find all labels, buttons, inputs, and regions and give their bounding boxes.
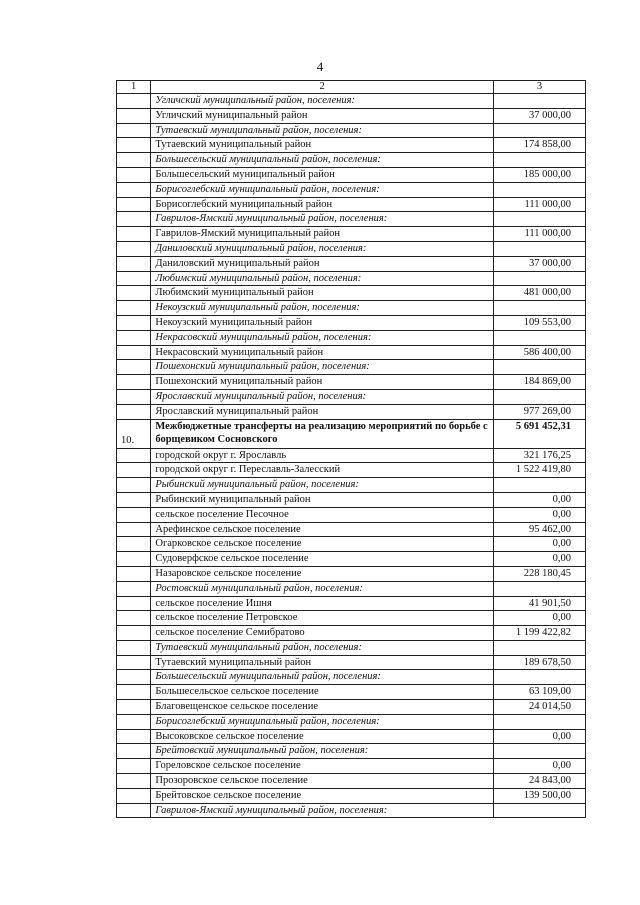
row-label-cell: Гаврилов-Ямский муниципальный район, поселения: <box>151 803 494 818</box>
row-number-cell <box>117 566 151 581</box>
table-row <box>117 566 586 581</box>
row-value-cell <box>494 182 586 197</box>
row-value-cell: 5 691 452,31 <box>494 419 586 448</box>
row-label-cell: городской округ г. Переславль-Залесский <box>151 463 494 478</box>
row-value-cell <box>494 360 586 375</box>
row-number-cell <box>117 360 151 375</box>
row-number-cell <box>117 611 151 626</box>
table-group-row <box>117 271 586 286</box>
row-number-cell <box>117 655 151 670</box>
row-number-cell <box>117 640 151 655</box>
table-group-row <box>117 241 586 256</box>
row-label-cell: Высоковское сельское поселение <box>151 729 494 744</box>
row-number-cell <box>117 714 151 729</box>
table-row <box>117 729 586 744</box>
table-section-row <box>117 419 586 448</box>
row-label-cell: Судоверфское сельское поселение <box>151 552 494 567</box>
row-value-cell: 586 400,00 <box>494 345 586 360</box>
table-group-row <box>117 301 586 316</box>
row-value-cell <box>494 581 586 596</box>
row-label-cell: Большесельский муниципальный район, поселения: <box>151 153 494 168</box>
row-number-cell <box>117 241 151 256</box>
row-number-cell <box>117 212 151 227</box>
row-value-cell <box>494 94 586 109</box>
row-label-cell: Тутаевский муниципальный район, поселения: <box>151 123 494 138</box>
table-group-row <box>117 581 586 596</box>
row-number-cell: 10. <box>117 419 151 448</box>
header-col-2: 2 <box>151 81 494 94</box>
row-label-cell: сельское поселение Семибратово <box>151 626 494 641</box>
table-group-row <box>117 803 586 818</box>
row-number-cell <box>117 803 151 818</box>
row-number-cell <box>117 596 151 611</box>
row-value-cell: 111 000,00 <box>494 227 586 242</box>
row-value-cell: 1 522 419,80 <box>494 463 586 478</box>
row-value-cell: 0,00 <box>494 611 586 626</box>
row-value-cell: 139 500,00 <box>494 788 586 803</box>
table-group-row <box>117 123 586 138</box>
table-row <box>117 759 586 774</box>
table-row <box>117 404 586 419</box>
row-value-cell <box>494 803 586 818</box>
row-label-cell: Назаровское сельское поселение <box>151 566 494 581</box>
row-number-cell <box>117 788 151 803</box>
table-group-row <box>117 744 586 759</box>
table-group-row <box>117 360 586 375</box>
row-value-cell: 0,00 <box>494 537 586 552</box>
row-value-cell: 0,00 <box>494 759 586 774</box>
row-number-cell <box>117 729 151 744</box>
table-row <box>117 286 586 301</box>
row-label-cell: Некоузский муниципальный район, поселения: <box>151 301 494 316</box>
row-number-cell <box>117 463 151 478</box>
row-number-cell <box>117 301 151 316</box>
row-label-cell: Брейтовский муниципальный район, поселения: <box>151 744 494 759</box>
row-label-cell: Любимский муниципальный район, поселения: <box>151 271 494 286</box>
row-value-cell <box>494 271 586 286</box>
table-row <box>117 685 586 700</box>
row-label-cell: Благовещенское сельское поселение <box>151 700 494 715</box>
row-value-cell: 977 269,00 <box>494 404 586 419</box>
row-number-cell <box>117 167 151 182</box>
row-label-cell: Борисоглебский муниципальный район, поселения: <box>151 182 494 197</box>
table-row <box>117 655 586 670</box>
row-value-cell: 481 000,00 <box>494 286 586 301</box>
row-label-cell: Арефинское сельское поселение <box>151 522 494 537</box>
row-value-cell: 0,00 <box>494 492 586 507</box>
row-label-cell: Некрасовский муниципальный район, поселения: <box>151 330 494 345</box>
allocation-table <box>116 80 586 818</box>
table-group-row <box>117 94 586 109</box>
row-label-cell: Гореловское сельское поселение <box>151 759 494 774</box>
table-row <box>117 522 586 537</box>
row-number-cell <box>117 94 151 109</box>
row-value-cell: 37 000,00 <box>494 256 586 271</box>
row-number-cell <box>117 492 151 507</box>
row-number-cell <box>117 345 151 360</box>
row-number-cell <box>117 108 151 123</box>
table-row <box>117 774 586 789</box>
row-label-cell: Ярославский муниципальный район, поселения: <box>151 389 494 404</box>
row-number-cell <box>117 286 151 301</box>
row-value-cell <box>494 640 586 655</box>
row-number-cell <box>117 182 151 197</box>
row-number-cell <box>117 744 151 759</box>
row-value-cell: 174 858,00 <box>494 138 586 153</box>
table-group-row <box>117 670 586 685</box>
row-value-cell <box>494 714 586 729</box>
row-label-cell: Ростовский муниципальный район, поселения: <box>151 581 494 596</box>
row-number-cell <box>117 581 151 596</box>
table-header-row <box>117 81 586 94</box>
row-value-cell: 189 678,50 <box>494 655 586 670</box>
row-value-cell: 228 180,45 <box>494 566 586 581</box>
row-number-cell <box>117 774 151 789</box>
row-label-cell: Большесельское сельское поселение <box>151 685 494 700</box>
row-value-cell <box>494 153 586 168</box>
table-row <box>117 345 586 360</box>
row-value-cell: 95 462,00 <box>494 522 586 537</box>
table-row <box>117 611 586 626</box>
row-value-cell <box>494 744 586 759</box>
row-number-cell <box>117 389 151 404</box>
row-label-cell: Гаврилов-Ямский муниципальный район <box>151 227 494 242</box>
table-row <box>117 626 586 641</box>
header-col-3: 3 <box>494 81 586 94</box>
row-value-cell <box>494 212 586 227</box>
table-row <box>117 463 586 478</box>
row-label-cell: Угличский муниципальный район <box>151 108 494 123</box>
row-number-cell <box>117 448 151 463</box>
row-number-cell <box>117 153 151 168</box>
row-number-cell <box>117 478 151 493</box>
row-value-cell: 37 000,00 <box>494 108 586 123</box>
row-label-cell: Угличский муниципальный район, поселения: <box>151 94 494 109</box>
row-value-cell <box>494 330 586 345</box>
row-number-cell <box>117 256 151 271</box>
table-row <box>117 167 586 182</box>
row-value-cell <box>494 389 586 404</box>
table-group-row <box>117 182 586 197</box>
row-label-cell: сельское поселение Ишня <box>151 596 494 611</box>
row-number-cell <box>117 123 151 138</box>
table-row <box>117 197 586 212</box>
row-value-cell: 24 014,50 <box>494 700 586 715</box>
row-label-cell: Даниловский муниципальный район, поселения: <box>151 241 494 256</box>
row-label-cell: Некоузский муниципальный район <box>151 315 494 330</box>
row-label-cell: Огарковское сельское поселение <box>151 537 494 552</box>
table-row <box>117 138 586 153</box>
row-number-cell <box>117 552 151 567</box>
row-number-cell <box>117 507 151 522</box>
row-number-cell <box>117 197 151 212</box>
row-label-cell: Пошехонский муниципальный район, поселения: <box>151 360 494 375</box>
row-label-cell: Борисоглебский муниципальный район, поселения: <box>151 714 494 729</box>
row-label-cell: Даниловский муниципальный район <box>151 256 494 271</box>
row-number-cell <box>117 315 151 330</box>
table-row <box>117 537 586 552</box>
row-number-cell <box>117 330 151 345</box>
row-label-cell: сельское поселение Песочное <box>151 507 494 522</box>
table-row <box>117 256 586 271</box>
table-row <box>117 448 586 463</box>
table-row <box>117 700 586 715</box>
row-value-cell: 0,00 <box>494 552 586 567</box>
row-value-cell <box>494 301 586 316</box>
row-number-cell <box>117 759 151 774</box>
row-value-cell: 41 901,50 <box>494 596 586 611</box>
row-label-cell: Любимский муниципальный район <box>151 286 494 301</box>
row-value-cell <box>494 241 586 256</box>
row-value-cell: 184 869,00 <box>494 375 586 390</box>
row-number-cell <box>117 138 151 153</box>
row-value-cell: 24 843,00 <box>494 774 586 789</box>
header-col-1: 1 <box>117 81 151 94</box>
row-label-cell: Рыбинский муниципальный район <box>151 492 494 507</box>
row-label-cell: Гаврилов-Ямский муниципальный район, поселения: <box>151 212 494 227</box>
row-value-cell: 111 000,00 <box>494 197 586 212</box>
table-group-row <box>117 714 586 729</box>
page-number: 4 <box>316 59 324 74</box>
row-value-cell <box>494 670 586 685</box>
table-row <box>117 227 586 242</box>
row-label-cell: Тутаевский муниципальный район <box>151 655 494 670</box>
row-value-cell: 1 199 422,82 <box>494 626 586 641</box>
row-value-cell: 0,00 <box>494 507 586 522</box>
row-number-cell <box>117 404 151 419</box>
table-row <box>117 596 586 611</box>
row-value-cell: 109 553,00 <box>494 315 586 330</box>
row-number-cell <box>117 227 151 242</box>
table-group-row <box>117 389 586 404</box>
row-label-cell: Ярославский муниципальный район <box>151 404 494 419</box>
table-row <box>117 507 586 522</box>
row-label-cell: Межбюджетные трансферты на реализацию мероприятий по борьбе с борщевиком Сосновского <box>151 419 494 448</box>
table-group-row <box>117 153 586 168</box>
row-label-cell: Пошехонский муниципальный район <box>151 375 494 390</box>
row-number-cell <box>117 700 151 715</box>
row-value-cell <box>494 123 586 138</box>
row-label-cell: Борисоглебский муниципальный район <box>151 197 494 212</box>
table-group-row <box>117 212 586 227</box>
table-body <box>117 81 586 818</box>
table-group-row <box>117 478 586 493</box>
row-value-cell <box>494 478 586 493</box>
row-label-cell: Рыбинский муниципальный район, поселения: <box>151 478 494 493</box>
row-number-cell <box>117 685 151 700</box>
table-row <box>117 375 586 390</box>
table-row <box>117 108 586 123</box>
row-number-cell <box>117 670 151 685</box>
table-group-row <box>117 640 586 655</box>
row-number-cell <box>117 522 151 537</box>
table-row <box>117 788 586 803</box>
row-number-cell <box>117 537 151 552</box>
table-row <box>117 492 586 507</box>
table-group-row <box>117 330 586 345</box>
row-label-cell: Большесельский муниципальный район <box>151 167 494 182</box>
row-number-cell <box>117 375 151 390</box>
row-label-cell: Тутаевский муниципальный район <box>151 138 494 153</box>
row-value-cell: 63 109,00 <box>494 685 586 700</box>
row-label-cell: Прозоровское сельское поселение <box>151 774 494 789</box>
row-number-cell <box>117 271 151 286</box>
row-label-cell: Большесельский муниципальный район, поселения: <box>151 670 494 685</box>
row-value-cell: 321 176,25 <box>494 448 586 463</box>
row-label-cell: городской округ г. Ярославль <box>151 448 494 463</box>
row-value-cell: 185 000,00 <box>494 167 586 182</box>
table-row <box>117 552 586 567</box>
row-label-cell: сельское поселение Петровское <box>151 611 494 626</box>
row-label-cell: Некрасовский муниципальный район <box>151 345 494 360</box>
row-label-cell: Брейтовское сельское поселение <box>151 788 494 803</box>
table-row <box>117 315 586 330</box>
row-label-cell: Тутаевский муниципальный район, поселения: <box>151 640 494 655</box>
row-value-cell: 0,00 <box>494 729 586 744</box>
row-number-cell <box>117 626 151 641</box>
